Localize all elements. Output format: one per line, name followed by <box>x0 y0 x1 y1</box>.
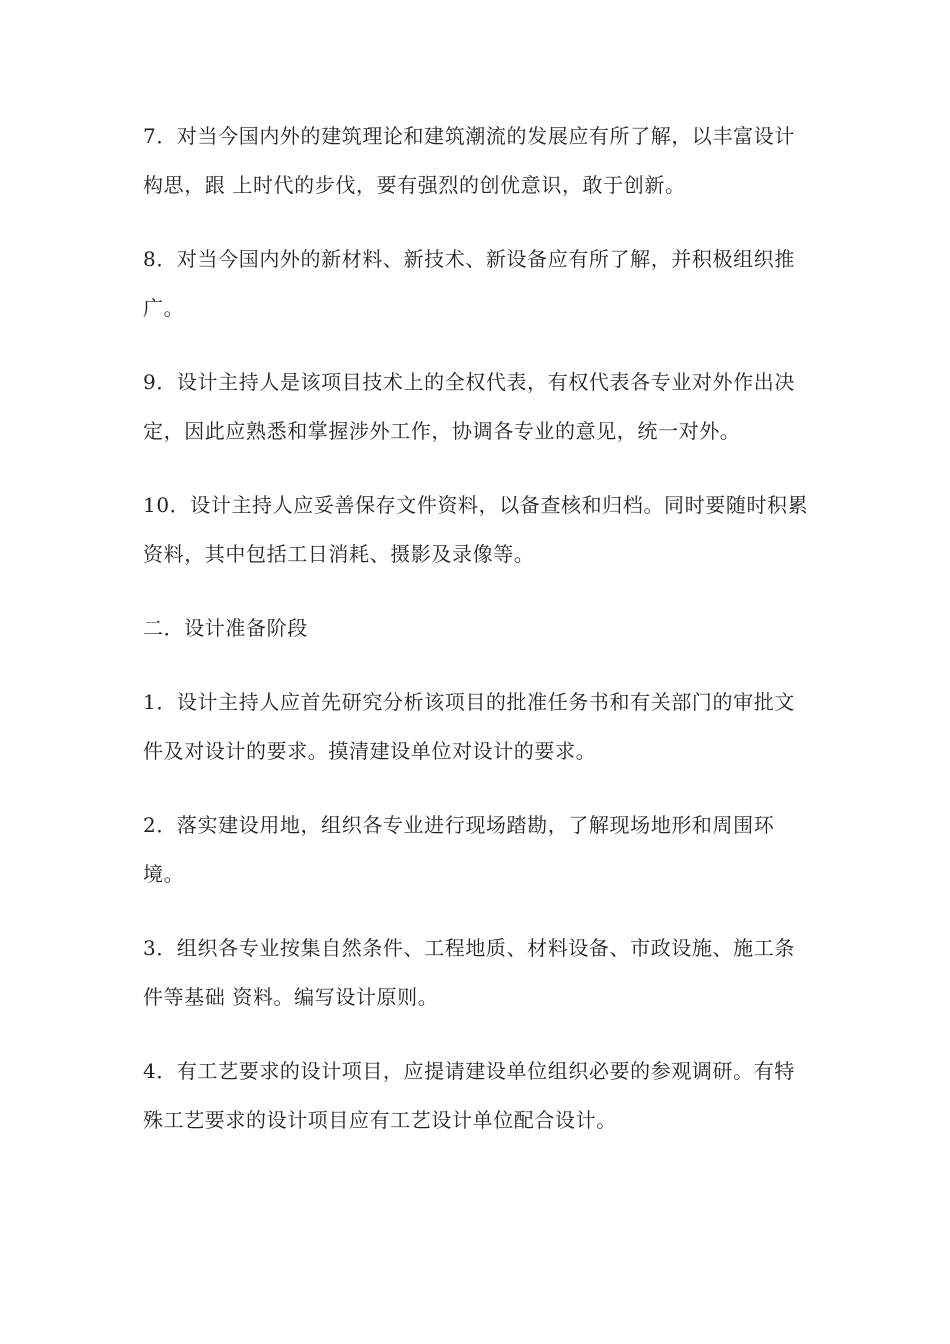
paragraph-10: 10．设计主持人应妥善保存文件资料，以备查核和归档。同时要随时积累资料，其中包括工日消耗、摄影及录像等。 <box>143 493 809 566</box>
section-paragraph-4: 4．有工艺要求的设计项目，应提请建设单位组织必要的参观调研。有特殊工艺要求的设计项目应有工艺设计单位配合设计。 <box>143 1059 795 1132</box>
section-paragraph-1: 1．设计主持人应首先研究分析该项目的批准任务书和有关部门的审批文件及对设计的要求。摸清建设单位对设计的要求。 <box>143 690 795 763</box>
paragraph-9: 9．设计主持人是该项目技术上的全权代表，有权代表各专业对外作出决定，因此应熟悉和掌握涉外工作，协调各专业的意见，统一对外。 <box>143 370 795 443</box>
section-paragraph-3: 3．组织各专业按集自然条件、工程地质、材料设备、市政设施、施工条件等基础 资料。编写设计原则。 <box>143 936 795 1009</box>
paragraph-8: 8．对当今国内外的新材料、新技术、新设备应有所了解，并积极组织推广。 <box>143 247 795 320</box>
section-paragraph-2: 2．落实建设用地，组织各专业进行现场踏勘，了解现场地形和周围环境。 <box>143 813 775 886</box>
section-heading: 二．设计准备阶段 <box>143 616 308 640</box>
document-body <box>143 112 813 1170</box>
paragraph-7: 7．对当今国内外的建筑理论和建筑潮流的发展应有所了解，以丰富设计构思，跟 上时代的步伐，要有强烈的创优意识，敢于创新。 <box>143 124 795 197</box>
